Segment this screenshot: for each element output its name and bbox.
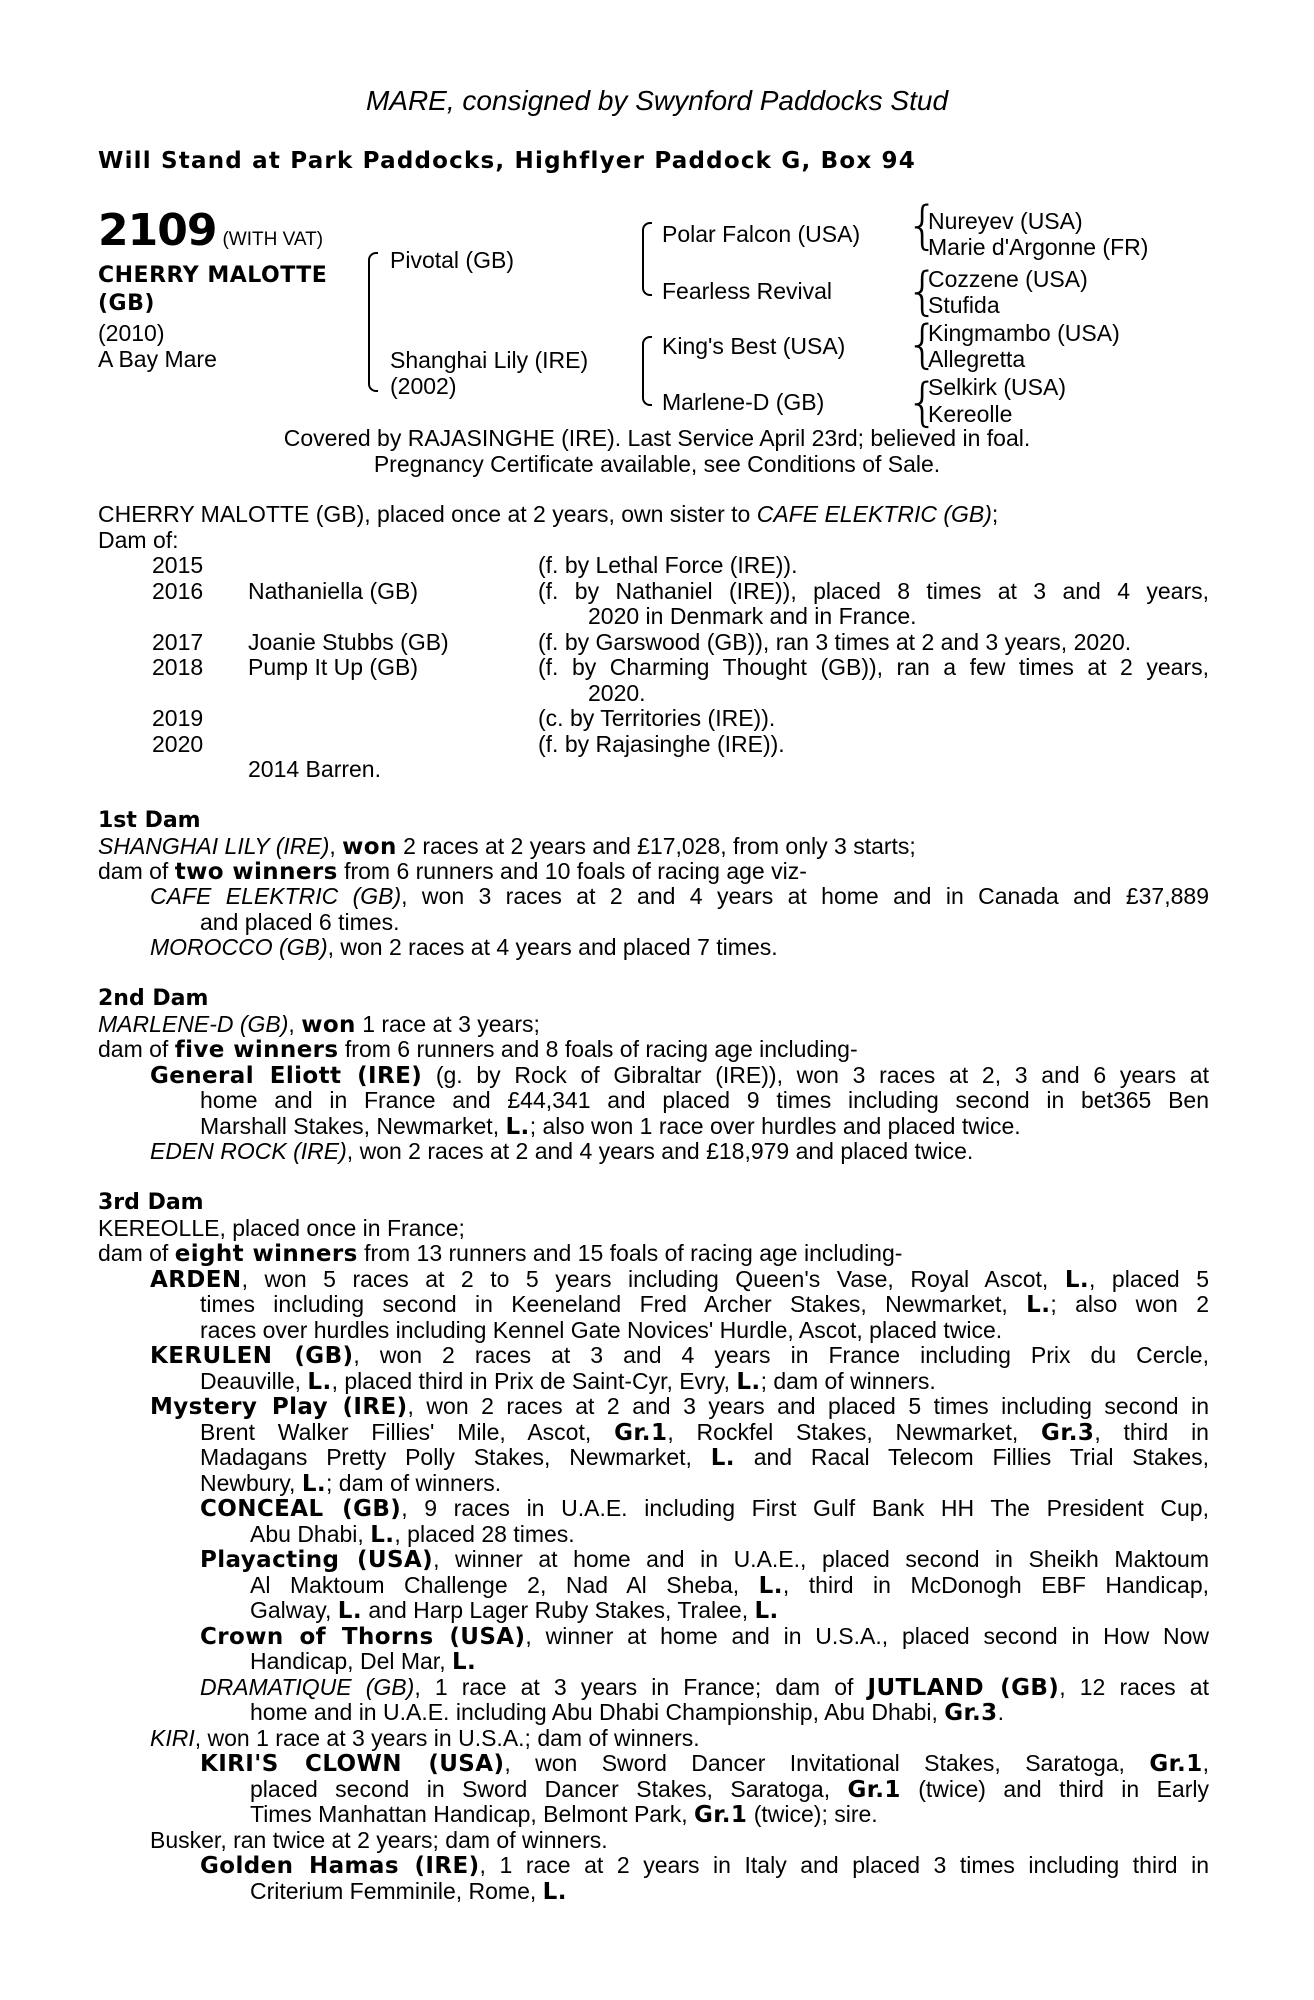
produce-name: Nathaniella (GB) [248, 578, 419, 604]
produce-year: 2020 [152, 731, 204, 757]
pedigree-g6: Allegretta [928, 346, 1026, 372]
second-dam-line: dam of five winners from 6 runners and 8 foals of racing age including- [98, 1036, 858, 1063]
second-dam-line: General Eliott (IRE) (g. by Rock of Gibraltar (IRE)), won 3 races at 2, 3 and 6 years at [150, 1062, 1209, 1089]
third-dam-line: Newbury, L.; dam of winners. [200, 1470, 502, 1497]
produce-desc: (f. by Lethal Force (IRE)). [538, 552, 798, 578]
pedigree-sire-sire: Polar Falcon (USA) [662, 221, 861, 247]
pedigree-sire: Pivotal (GB) [390, 247, 514, 273]
brace-2: { [906, 262, 940, 322]
third-dam-line: races over hurdles including Kennel Gate Novices' Hurdle, Ascot, placed twice. [200, 1317, 1003, 1343]
first-dam-line: MOROCCO (GB), won 2 races at 4 years and placed 7 times. [150, 934, 778, 960]
pedigree-dam-sire: King's Best (USA) [662, 333, 846, 359]
third-dam-line: Criterium Femminile, Rome, L. [250, 1878, 567, 1905]
pedigree-bracket-main [368, 252, 378, 392]
produce-year: 2015 [152, 552, 204, 578]
third-dam-line: DRAMATIQUE (GB), 1 race at 3 years in France; dam of JUTLAND (GB), 12 races at [200, 1674, 1209, 1701]
third-dam-line: Mystery Play (IRE), won 2 races at 2 and 3 years and placed 5 times including second in [150, 1393, 1209, 1420]
pedigree-dam-year: (2002) [390, 373, 457, 399]
second-dam-line: Marshall Stakes, Newmarket, L.; also won 1 race over hurdles and placed twice. [200, 1113, 1021, 1140]
produce-desc: (f. by Garswood (GB)), ran 3 times at 2 and 3 years, 2020. [538, 629, 1132, 655]
third-dam-line: home and in U.A.E. including Abu Dhabi Championship, Abu Dhabi, Gr.3. [250, 1699, 1004, 1726]
pedigree-dam: Shanghai Lily (IRE) [390, 347, 589, 373]
produce-desc: (c. by Territories (IRE)). [538, 705, 776, 731]
third-dam-line: dam of eight winners from 13 runners and 15 foals of racing age including- [98, 1240, 903, 1267]
brace-4: { [906, 373, 940, 433]
third-dam-line: times including second in Keeneland Fred Archer Stakes, Newmarket, L.; also won 2 [200, 1291, 1209, 1318]
produce-desc: (f. by Nathaniel (IRE)), placed 8 times at 3 and 4 years, [538, 578, 1209, 604]
foaling-year: (2010) [98, 320, 165, 346]
third-dam-line: Crown of Thorns (USA), winner at home and in U.S.A., placed second in How Now [200, 1623, 1209, 1650]
pedigree-g7: Selkirk (USA) [928, 374, 1067, 400]
third-dam-line: Deauville, L., placed third in Prix de Saint-Cyr, Evry, L.; dam of winners. [200, 1368, 936, 1395]
first-dam-line: CAFE ELEKTRIC (GB), won 3 races at 2 and 4 years at home and in Canada and £37,889 [150, 883, 1209, 909]
third-dam-line: Playacting (USA), winner at home and in U.A.E., placed second in Sheikh Maktoum [200, 1546, 1209, 1573]
second-dam-heading: 2nd Dam [98, 986, 209, 1011]
first-dam-line: dam of two winners from 6 runners and 10 foals of racing age viz- [98, 858, 807, 885]
produce-name: Pump It Up (GB) [248, 654, 418, 680]
third-dam-line: KIRI'S CLOWN (USA), won Sword Dancer Invitational Stakes, Saratoga, Gr.1, [200, 1750, 1209, 1777]
vat-label: (WITH VAT) [222, 229, 324, 250]
pedigree-g5: Kingmambo (USA) [928, 320, 1120, 346]
pedigree-g4: Stufida [928, 292, 1000, 318]
produce-desc: (f. by Rajasinghe (IRE)). [538, 731, 785, 757]
produce-desc: (f. by Charming Thought (GB)), ran a few times at 2 years, [538, 654, 1209, 680]
horse-name-line1: CHERRY MALOTTE [98, 263, 328, 288]
pedigree-bracket-sire [642, 222, 652, 296]
first-dam-line: and placed 6 times. [200, 909, 400, 935]
third-dam-heading: 3rd Dam [98, 1190, 204, 1215]
produce-year: 2018 [152, 654, 204, 680]
produce-desc-cont: 2020 in Denmark and in France. [588, 603, 917, 629]
consignor-title: MARE, consigned by Swynford Paddocks Stud [365, 85, 949, 116]
third-dam-line: KEREOLLE, placed once in France; [98, 1215, 465, 1241]
third-dam-line: Galway, L. and Harp Lager Ruby Stakes, Tralee, L. [250, 1597, 779, 1624]
pedigree-dam-dam: Marlene-D (GB) [662, 389, 825, 415]
horse-name-line2: (GB) [98, 291, 155, 316]
produce-year: 2019 [152, 705, 204, 731]
pedigree-g8: Kereolle [928, 401, 1013, 427]
covered-line2: Pregnancy Certificate available, see Conditions of Sale. [373, 451, 941, 477]
second-dam-line: MARLENE-D (GB), won 1 race at 3 years; [98, 1011, 540, 1038]
lot-number [98, 205, 323, 266]
pedigree-g1: Nureyev (USA) [928, 208, 1083, 234]
third-dam-line: Handicap, Del Mar, L. [250, 1648, 477, 1675]
third-dam-line: Madagans Pretty Polly Stakes, Newmarket, L. and Racal Telecom Fillies Trial Stakes, [200, 1444, 1209, 1471]
first-dam-heading: 1st Dam [98, 808, 201, 833]
summary-line: CHERRY MALOTTE (GB), placed once at 2 years, own sister to CAFE ELEKTRIC (GB); [98, 501, 999, 527]
pedigree-g2: Marie d'Argonne (FR) [928, 234, 1149, 260]
third-dam-line: Al Maktoum Challenge 2, Nad Al Sheba, L., third in McDonogh EBF Handicap, [250, 1572, 1210, 1599]
third-dam-line: ARDEN, won 5 races at 2 to 5 years including Queen's Vase, Royal Ascot, L., placed 5 [150, 1266, 1209, 1293]
produce-desc-cont: 2020. [588, 680, 646, 706]
third-dam-line: CONCEAL (GB), 9 races in U.A.E. including First Gulf Bank HH The President Cup, [200, 1495, 1209, 1522]
horse-description: A Bay Mare [98, 346, 217, 372]
second-dam-line: EDEN ROCK (IRE), won 2 races at 2 and 4 years and £18,979 and placed twice. [150, 1138, 974, 1164]
produce-name: Joanie Stubbs (GB) [248, 629, 449, 655]
lot-number-value: 2109 [98, 205, 217, 256]
brace-3: { [906, 315, 940, 375]
third-dam-line: KIRI, won 1 race at 3 years in U.S.A.; dam of winners. [150, 1725, 700, 1751]
barren-year: 2014 Barren. [248, 756, 381, 782]
first-dam-line: SHANGHAI LILY (IRE), won 2 races at 2 years and £17,028, from only 3 starts; [98, 833, 916, 860]
covered-line1: Covered by RAJASINGHE (IRE). Last Service April 23rd; believed in foal. [283, 425, 1031, 451]
produce-year: 2016 [152, 578, 204, 604]
third-dam-line: Abu Dhabi, L., placed 28 times. [250, 1521, 575, 1548]
horse-name [98, 262, 327, 318]
pedigree-sire-dam: Fearless Revival [662, 278, 832, 304]
stand-location: Will Stand at Park Paddocks, Highflyer Paddock G, Box 94 [98, 148, 916, 174]
pedigree-g3: Cozzene (USA) [928, 266, 1088, 292]
second-dam-line: home and in France and £44,341 and placed 9 times including second in bet365 Ben [200, 1087, 1209, 1113]
third-dam-line: Times Manhattan Handicap, Belmont Park, Gr.1 (twice); sire. [250, 1801, 878, 1828]
brace-1: { [906, 196, 940, 256]
dam-of-label: Dam of: [98, 527, 179, 553]
third-dam-line: Brent Walker Fillies' Mile, Ascot, Gr.1, Rockfel Stakes, Newmarket, Gr.3, third in [200, 1419, 1209, 1446]
pedigree-bracket-dam [642, 336, 652, 406]
third-dam-line: placed second in Sword Dancer Stakes, Saratoga, Gr.1 (twice) and third in Early [250, 1776, 1209, 1803]
third-dam-line: Busker, ran twice at 2 years; dam of winners. [150, 1827, 608, 1853]
produce-year: 2017 [152, 629, 204, 655]
third-dam-line: KERULEN (GB), won 2 races at 3 and 4 years in France including Prix du Cercle, [150, 1342, 1209, 1369]
third-dam-line: Golden Hamas (IRE), 1 race at 2 years in Italy and placed 3 times including third in [200, 1852, 1209, 1879]
